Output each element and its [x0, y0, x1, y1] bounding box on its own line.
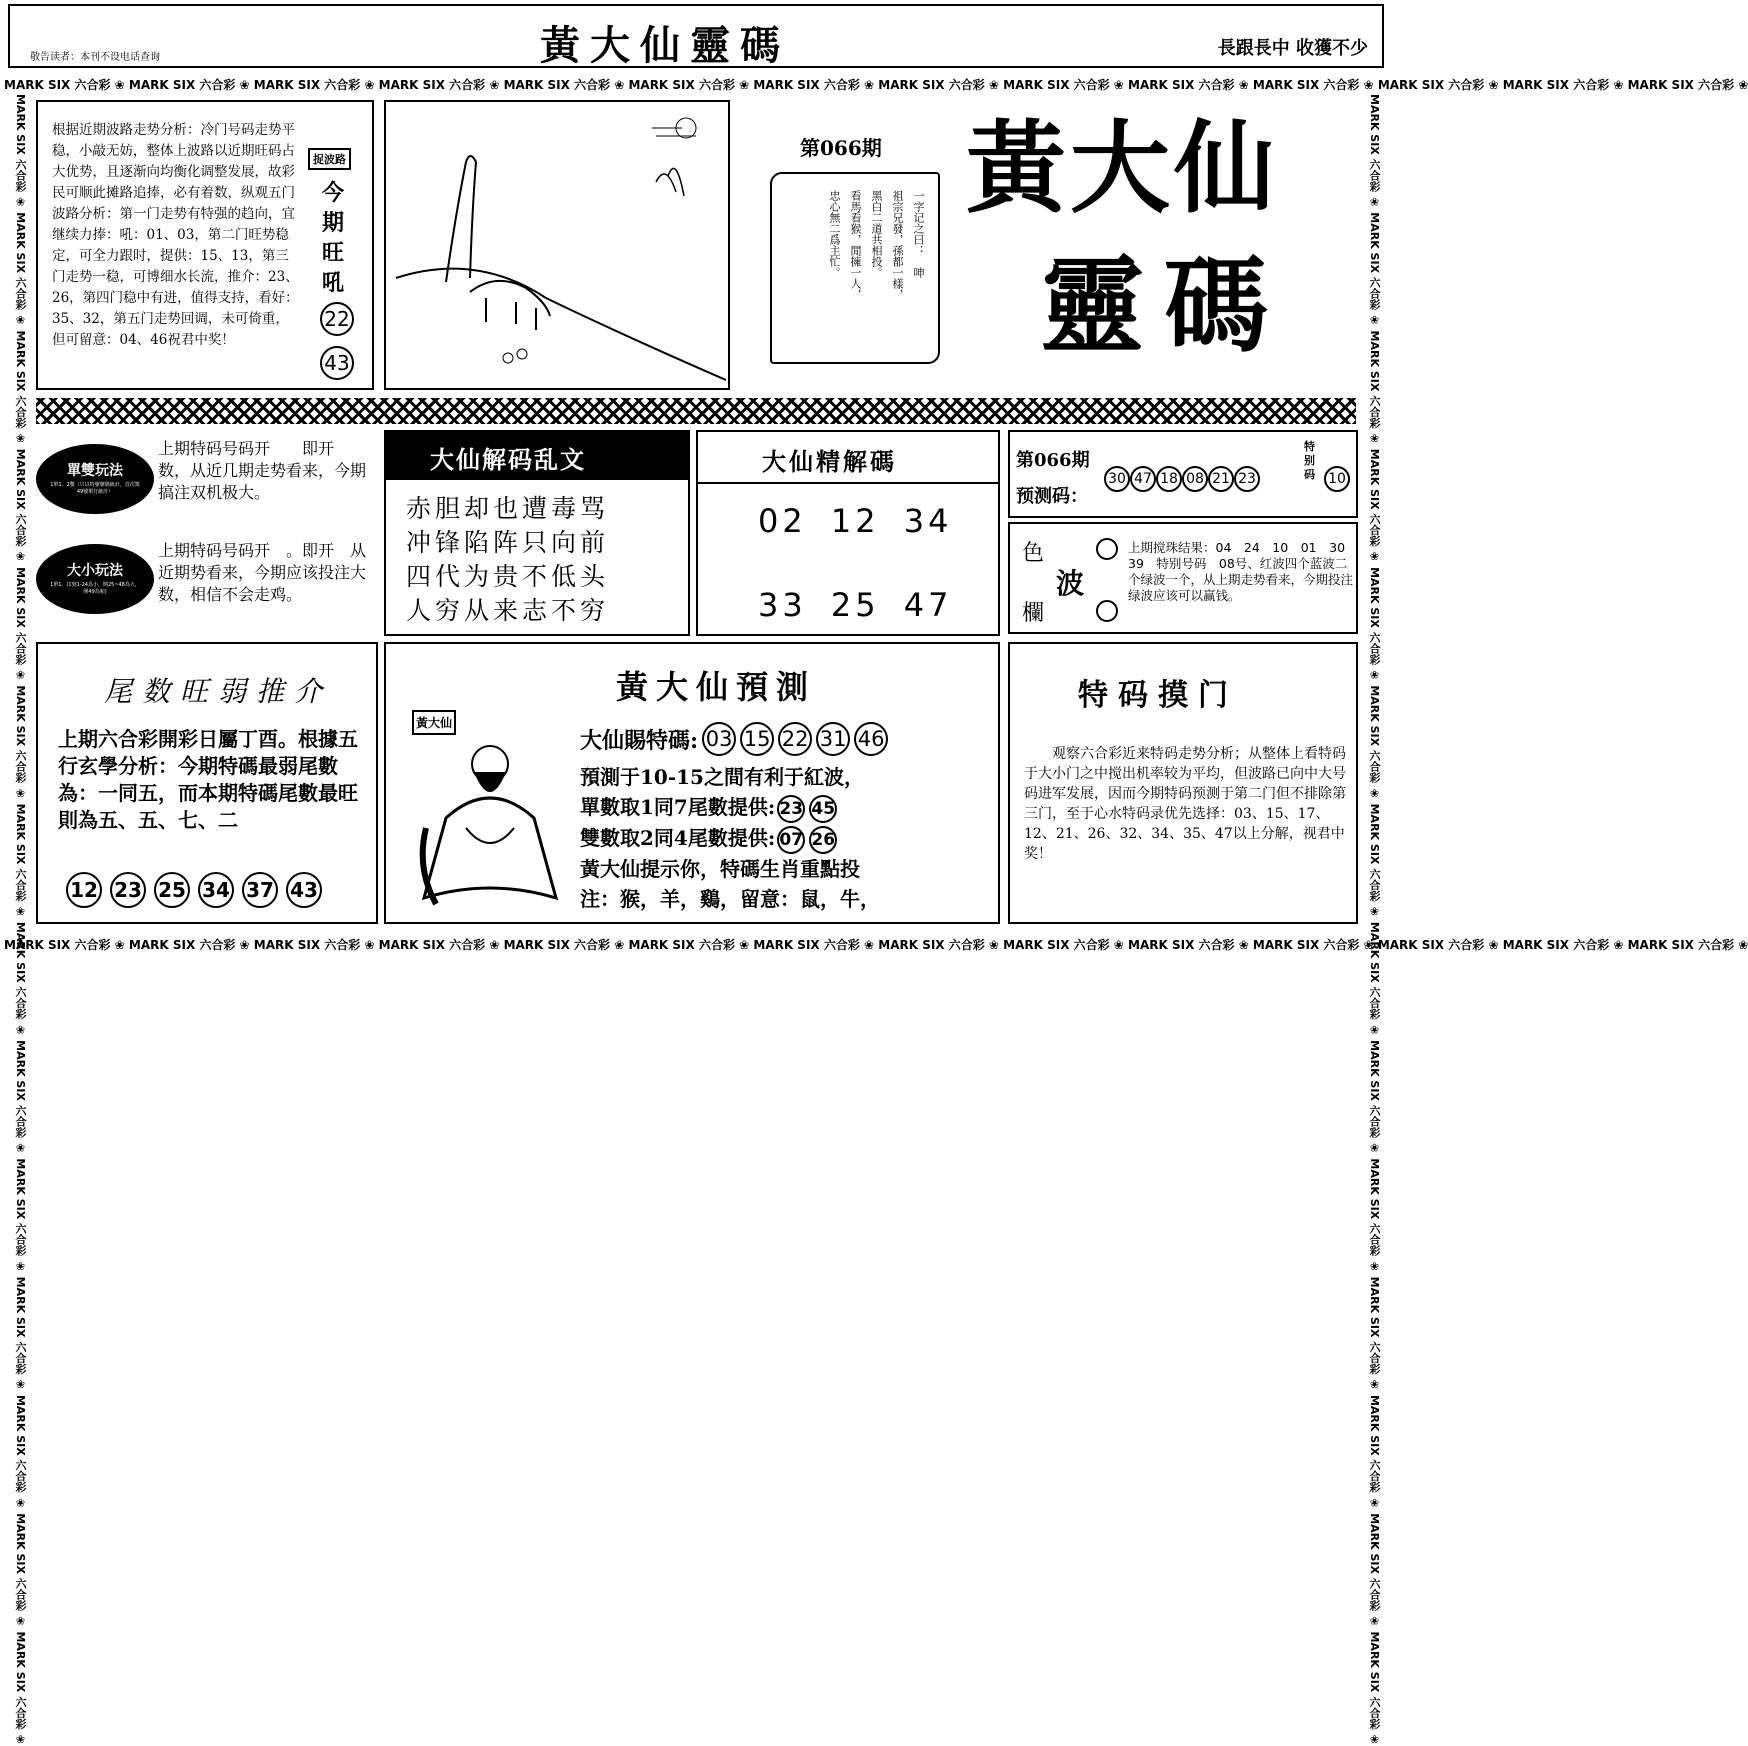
forecast-line-2-text: 單數取1同7尾數提供:	[580, 795, 776, 819]
big-title-line2: 靈碼	[1040, 244, 1289, 367]
header	[8, 4, 1384, 68]
tail-box	[36, 642, 378, 924]
poem-line: 忠心無二爲主忙。	[828, 190, 841, 278]
special-door-title: 特码摸门	[1078, 678, 1238, 713]
forecast-line-5: 注：猴，羊，鷄，留意：鼠，牛，	[580, 887, 880, 911]
forecast-title: 黃大仙預測	[616, 668, 817, 706]
wave-analysis-text: 根据近期波路走势分析：冷门号码走势平稳，小敲无妨，整体上波路以近期旺码占大优势，且逐渐向均衡化调整发展，故彩民可顺此摊路追捧，必有着数，纵观五门波路分析：第一门走势有特强的趋向，宜继续力捧：吼：01、03，第二门旺势稳定，可全力跟时，提供：15、13，第三门走势一稳，可博细水长流，推介：23、26，第四门稳中有进，值得支持，看好：35、32，第五门走势回调，未可倚重，但可留意：04、46祝君中奖！	[52, 122, 299, 348]
poem-scroll	[770, 172, 940, 364]
fine-decode-line1: 02 12 34	[758, 502, 953, 540]
fine-decode-rule	[698, 482, 998, 484]
prediction-num: 30	[1104, 466, 1130, 492]
issue-label: 第066期	[800, 136, 882, 160]
fine-decode-box	[696, 430, 1000, 636]
prediction-box	[1008, 430, 1358, 518]
header-notice: 敬告读者：本刊不设电话查询	[30, 52, 160, 63]
forecast-gift-num: 03	[702, 722, 736, 756]
tail-num: 34	[198, 872, 234, 908]
prediction-issue: 第066期	[1016, 450, 1090, 471]
wave-num: 22	[320, 302, 354, 336]
immortal-figure-drawing	[406, 728, 566, 918]
wave-nums	[320, 302, 356, 380]
forecast-line-4: 黃大仙提示你，特碼生肖重點投	[580, 857, 860, 881]
forecast-seal: 黃大仙	[412, 710, 456, 735]
color-wave-c1: 色	[1022, 541, 1045, 566]
scenery-drawing	[386, 102, 728, 388]
forecast-odd-num: 45	[809, 795, 837, 823]
tail-text: 上期六合彩開彩日屬丁酉。根據五行玄學分析：今期特碼最弱尾數為：一同五，而本期特碼尾數最旺則為五、五、七、二	[58, 727, 358, 832]
poem-line: 黑白二道共相投。	[870, 190, 883, 278]
special-door-text: 观察六合彩近来特码走势分析；从整体上看特码于大小门之中搅出机率较为平均，但波路已向中大号码进军发展，因而今期特码预测于第二门但不排除第三门，至于心水特码录优先选择：03、15、17、12、21、26、32、34、35、47以上分解，视君中奖！	[1024, 746, 1346, 862]
big-title-line1: 黃大仙	[966, 109, 1278, 227]
prediction-num: 47	[1130, 466, 1156, 492]
big-small-badge	[36, 544, 154, 614]
odd-even-badge	[36, 444, 154, 514]
big-small-badge-sub: 1單1、(1到1-24為小，開25~48為大，開49為和)	[50, 582, 140, 595]
color-wave-c3: 欄	[1022, 601, 1045, 626]
tail-num: 23	[110, 872, 146, 908]
prediction-num: 23	[1234, 466, 1260, 492]
poem-line: 看馬看猴，閒擁一人，	[849, 190, 862, 300]
tail-num: 37	[242, 872, 278, 908]
forecast-gift-row	[580, 722, 888, 756]
color-wave-box	[1008, 522, 1358, 634]
special-door-box	[1008, 642, 1358, 924]
riddle-box	[384, 430, 690, 636]
fine-decode-title: 大仙精解碼	[762, 447, 897, 476]
poem-line: 祖宗兄發，孫都一樣，	[891, 190, 904, 300]
big-small-badge-title: 大小玩法	[67, 563, 123, 579]
forecast-line-3-text: 雙數取2同4尾數提供:	[580, 826, 776, 850]
big-small-text: 上期特码号码开 。即开 从近期势看来，今期应该投注大数，相信不会走鸡。	[158, 541, 367, 604]
poem-line: 一字记之曰： 呻	[912, 190, 925, 278]
big-small-box	[36, 534, 374, 634]
forecast-even-num: 26	[809, 826, 837, 854]
bottom-strip: MARK SIX 六合彩 ❀ MARK SIX 六合彩 ❀ MARK SIX 六合彩 ❀ MARK SIX 六合彩 ❀ MARK SIX 六合彩 ❀ MARK SIX 六合彩 ❀ MARK SIX 六合彩 ❀ MARK SIX 六合彩 ❀ MARK SIX 六合彩 ❀ MARK SIX 六合彩 ❀ MARK SIX 六合彩 ❀ MARK SIX 六合彩 ❀ MARK SIX 六合彩 ❀ MARK SIX 六合彩 ❀	[4, 938, 1748, 952]
forecast-gift-num: 46	[854, 722, 888, 756]
riddle-title-bar	[386, 432, 688, 480]
prediction-special: 10	[1324, 466, 1350, 492]
tail-num: 12	[66, 872, 102, 908]
fine-decode-line2: 33 25 47	[758, 586, 953, 624]
color-wave-c2: 波	[1056, 567, 1085, 600]
forecast-box	[384, 642, 1000, 924]
prediction-num: 21	[1208, 466, 1234, 492]
forecast-lines	[580, 762, 880, 914]
prediction-num: 08	[1182, 466, 1208, 492]
header-title: 黃大仙靈碼	[540, 22, 790, 69]
forecast-gift-label: 大仙賜特碼:	[580, 727, 699, 754]
top-strip: MARK SIX 六合彩 ❀ MARK SIX 六合彩 ❀ MARK SIX 六合彩 ❀ MARK SIX 六合彩 ❀ MARK SIX 六合彩 ❀ MARK SIX 六合彩 ❀ MARK SIX 六合彩 ❀ MARK SIX 六合彩 ❀ MARK SIX 六合彩 ❀ MARK SIX 六合彩 ❀ MARK SIX 六合彩 ❀ MARK SIX 六合彩 ❀ MARK SIX 六合彩 ❀ MARK SIX 六合彩 ❀	[4, 78, 1748, 92]
header-slogan: 長跟長中 收獲不少	[1217, 38, 1368, 59]
color-wave-text: 上期搅珠结果：04 24 10 01 30 39 特别号码 08号、红波四个蓝波二个绿波一个，从上期走势看来，今期投注绿波应该可以赢钱。	[1128, 540, 1358, 603]
riddle-title: 大仙解码乱文	[430, 445, 586, 474]
forecast-gift-num: 15	[740, 722, 774, 756]
odd-even-badge-title: 單雙玩法	[67, 463, 123, 479]
wave-num: 43	[320, 346, 354, 380]
forecast-line-1: 預測于10-15之間有利于紅波，	[580, 765, 864, 789]
riddle-line: 赤胆却也遭毒骂	[406, 494, 610, 523]
forecast-gift-num: 22	[778, 722, 812, 756]
odd-even-badge-sub: 1單1、2雙（只以特號號碼統計，首次獎49號單打統計）	[50, 482, 140, 495]
zigzag-divider	[36, 398, 1356, 424]
prediction-nums	[1104, 466, 1260, 492]
forecast-line-3	[580, 823, 880, 854]
riddle-line: 四代为贵不低头	[406, 562, 610, 591]
prediction-num: 18	[1156, 466, 1182, 492]
poem-lines	[827, 190, 926, 300]
odd-even-text: 上期特码号码开 即开 数，从近几期走势看来，今期搞注双机极大。	[158, 439, 367, 502]
wave-analysis-box	[36, 100, 374, 390]
wave-tag: 捉波路	[308, 148, 351, 170]
prediction-special-label: 特别码	[1304, 440, 1315, 481]
tail-nums	[66, 872, 322, 908]
tail-num: 25	[154, 872, 190, 908]
scenery-illustration	[384, 100, 730, 390]
right-strip: MARK SIX 六合彩 ❀ MARK SIX 六合彩 ❀ MARK SIX 六合彩 ❀ MARK SIX 六合彩 ❀ MARK SIX 六合彩 ❀ MARK SIX 六合彩 ❀ MARK SIX 六合彩 ❀ MARK SIX 六合彩 ❀ MARK SIX 六合彩 ❀ MARK SIX 六合彩 ❀ MARK SIX 六合彩 ❀ MARK SIX 六合彩 ❀ MARK SIX 六合彩 ❀ MARK SIX 六合彩 ❀	[1368, 94, 1381, 1746]
color-wave-ring	[1096, 600, 1118, 622]
riddle-lines	[406, 492, 609, 628]
left-strip: MARK SIX 六合彩 ❀ MARK SIX 六合彩 ❀ MARK SIX 六合彩 ❀ MARK SIX 六合彩 ❀ MARK SIX 六合彩 ❀ MARK SIX 六合彩 ❀ MARK SIX 六合彩 ❀ MARK SIX 六合彩 ❀ MARK SIX 六合彩 ❀ MARK SIX 六合彩 ❀ MARK SIX 六合彩 ❀ MARK SIX 六合彩 ❀ MARK SIX 六合彩 ❀ MARK SIX 六合彩 ❀	[14, 94, 27, 1746]
odd-even-box	[36, 430, 374, 530]
color-wave-ring	[1096, 538, 1118, 560]
forecast-even-num: 07	[777, 826, 805, 854]
tail-title: 尾数旺弱推介	[104, 675, 333, 708]
forecast-odd-num: 23	[777, 795, 805, 823]
forecast-line-2	[580, 792, 880, 823]
prediction-label: 预测码：	[1016, 486, 1088, 507]
tail-num: 43	[286, 872, 322, 908]
forecast-gift-num: 31	[816, 722, 850, 756]
wave-side-title: 今期旺吼	[322, 180, 345, 296]
riddle-line: 人穷从来志不穷	[406, 596, 610, 625]
riddle-line: 冲锋陷阵只向前	[406, 528, 610, 557]
